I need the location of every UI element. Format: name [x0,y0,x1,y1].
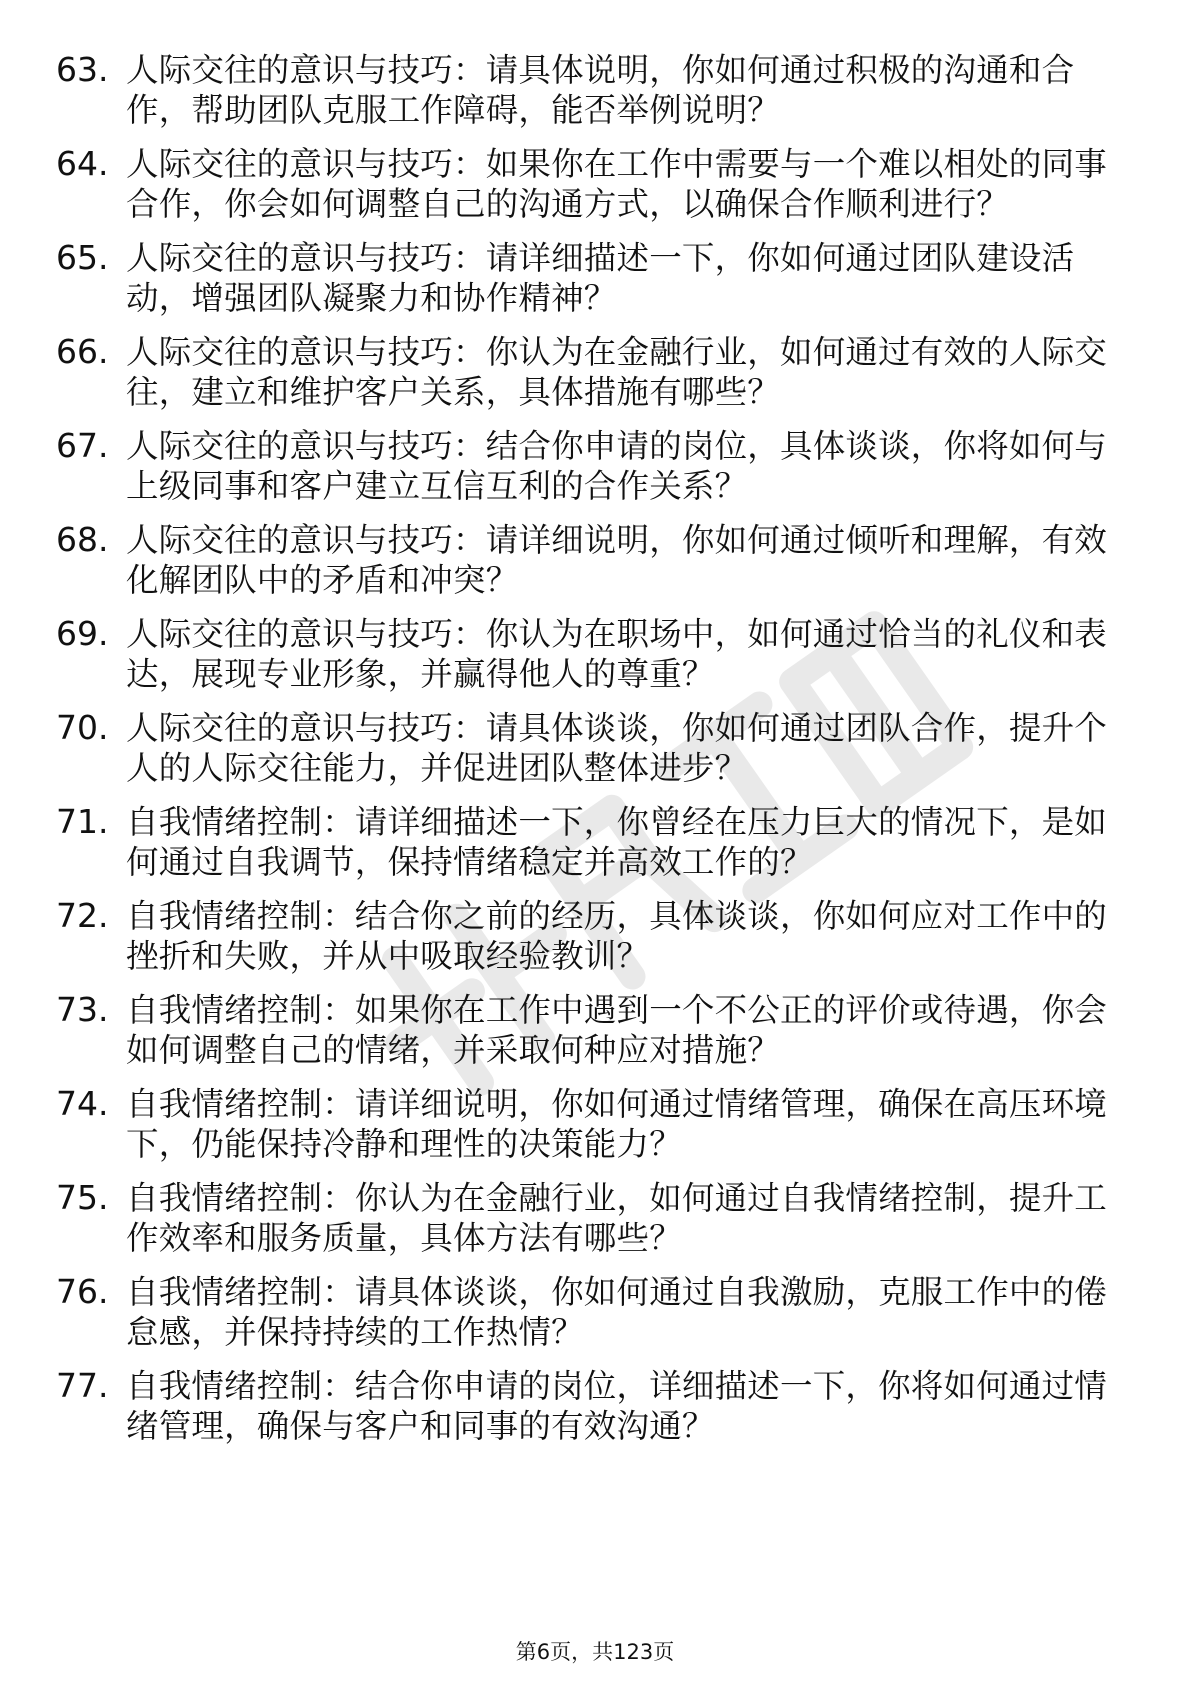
question-item [56,1178,1136,1258]
question-item [56,802,1136,882]
question-number: 63. [56,50,109,89]
question-text: 自我情绪控制：请详细说明，你如何通过情绪管理，确保在高压环境下，仍能保持冷静和理性的决策能力？ [126,1085,1108,1163]
question-number: 75. [56,1178,109,1217]
question-text: 自我情绪控制：你认为在金融行业，如何通过自我情绪控制，提升工作效率和服务质量，具体方法有哪些？ [126,1179,1108,1257]
question-text: 自我情绪控制：如果你在工作中遇到一个不公正的评价或待遇，你会如何调整自己的情绪，并采取何种应对措施？ [126,991,1108,1069]
question-text: 自我情绪控制：请具体谈谈，你如何通过自我激励，克服工作中的倦怠感，并保持持续的工作热情？ [126,1273,1108,1351]
question-item [56,520,1136,600]
question-item [56,332,1136,412]
question-number: 66. [56,332,109,371]
question-number: 65. [56,238,109,277]
question-text: 自我情绪控制：结合你之前的经历，具体谈谈，你如何应对工作中的挫折和失败，并从中吸取经验教训？ [126,897,1108,975]
question-number: 73. [56,990,109,1029]
question-text: 人际交往的意识与技巧：请具体谈谈，你如何通过团队合作，提升个人的人际交往能力，并促进团队整体进步？ [126,709,1108,787]
question-text: 自我情绪控制：结合你申请的岗位，详细描述一下，你将如何通过情绪管理，确保与客户和同事的有效沟通？ [126,1367,1108,1445]
question-text: 人际交往的意识与技巧：结合你申请的岗位，具体谈谈，你将如何与上级同事和客户建立互信互利的合作关系？ [126,427,1108,505]
question-number: 69. [56,614,109,653]
question-number: 68. [56,520,109,559]
question-item [56,708,1136,788]
page-number-label: 第6页，共123页 [515,1640,675,1664]
question-list [56,50,1136,1460]
question-text: 人际交往的意识与技巧：请具体说明，你如何通过积极的沟通和合作，帮助团队克服工作障碍，能否举例说明？ [126,51,1075,129]
question-text: 人际交往的意识与技巧：请详细描述一下，你如何通过团队建设活动，增强团队凝聚力和协作精神？ [126,239,1075,317]
page-footer [0,1638,1190,1666]
question-item [56,614,1136,694]
question-number: 67. [56,426,109,465]
question-number: 71. [56,802,109,841]
question-item [56,144,1136,224]
question-text: 人际交往的意识与技巧：如果你在工作中需要与一个难以相处的同事合作，你会如何调整自己的沟通方式，以确保合作顺利进行？ [126,145,1108,223]
question-text: 人际交往的意识与技巧：请详细说明，你如何通过倾听和理解，有效化解团队中的矛盾和冲突？ [126,521,1108,599]
question-number: 76. [56,1272,109,1311]
question-text: 人际交往的意识与技巧：你认为在金融行业，如何通过有效的人际交往，建立和维护客户关系，具体措施有哪些？ [126,333,1108,411]
question-item [56,990,1136,1070]
question-item [56,1272,1136,1352]
question-number: 77. [56,1366,109,1405]
question-item [56,238,1136,318]
question-item [56,896,1136,976]
question-item [56,50,1136,130]
question-item [56,1366,1136,1446]
question-item [56,1084,1136,1164]
question-text: 人际交往的意识与技巧：你认为在职场中，如何通过恰当的礼仪和表达，展现专业形象，并赢得他人的尊重？ [126,615,1108,693]
question-item [56,426,1136,506]
question-number: 70. [56,708,109,747]
question-number: 74. [56,1084,109,1123]
question-number: 72. [56,896,109,935]
question-number: 64. [56,144,109,183]
question-text: 自我情绪控制：请详细描述一下，你曾经在压力巨大的情况下，是如何通过自我调节，保持情绪稳定并高效工作的？ [126,803,1108,881]
